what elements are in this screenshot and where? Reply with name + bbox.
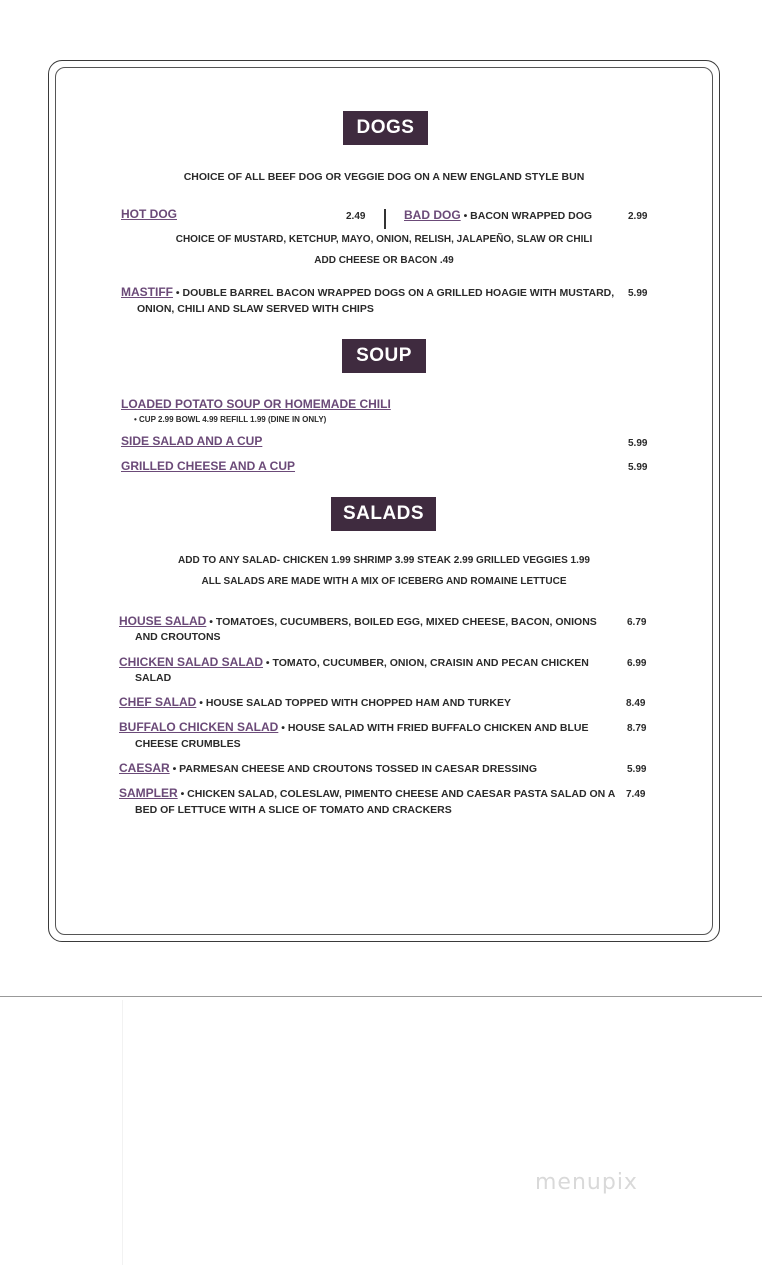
salad-price: 8.49: [626, 698, 646, 709]
bad-dog-item: [404, 208, 592, 222]
salad-item-chicken-salad: [119, 655, 589, 669]
mastiff-price: 5.99: [628, 288, 648, 299]
dog-addon: ADD CHEESE OR BACON .49: [314, 255, 454, 266]
salad-desc: • TOMATO, CUCUMBER, ONION, CRAISIN AND PECAN CHICKEN: [263, 657, 589, 669]
grilled-cheese-cup-price: 5.99: [628, 462, 648, 473]
dogs-intro: CHOICE OF ALL BEEF DOG OR VEGGIE DOG ON A NEW ENGLAND STYLE BUN: [183, 171, 585, 183]
bad-dog-price: 2.99: [628, 211, 648, 222]
menupix-watermark: menupix: [535, 1170, 638, 1195]
grilled-cheese-cup-name: GRILLED CHEESE AND A CUP: [121, 459, 296, 473]
salads-heading: SALADS: [331, 497, 436, 531]
salad-price: 6.99: [627, 658, 647, 669]
salad-name: HOUSE SALAD: [119, 614, 207, 628]
salads-addon: ADD TO ANY SALAD- CHICKEN 1.99 SHRIMP 3.99 STEAK 2.99 GRILLED VEGGIES 1.99: [178, 555, 590, 566]
salad-name: CAESAR: [119, 761, 170, 775]
salad-item-house: [119, 614, 597, 628]
hot-dog-name: HOT DOG: [121, 207, 177, 221]
salad-desc-line-2: CHEESE CRUMBLES: [135, 738, 241, 750]
divider-bar: [384, 209, 386, 229]
salad-name: SAMPLER: [119, 786, 178, 800]
salad-desc-line-2: BED OF LETTUCE WITH A SLICE OF TOMATO AND CRACKERS: [135, 804, 452, 816]
mastiff-item: [121, 285, 614, 299]
loaded-potato-name: LOADED POTATO SOUP OR HOMEMADE CHILI: [121, 397, 391, 411]
loaded-potato-item: [121, 397, 391, 411]
salads-note: ALL SALADS ARE MADE WITH A MIX OF ICEBERG AND ROMAINE LETTUCE: [201, 576, 567, 587]
salad-desc: • PARMESAN CHEESE AND CROUTONS TOSSED IN CAESAR DRESSING: [169, 763, 538, 775]
mastiff-desc-1: • DOUBLE BARREL BACON WRAPPED DOGS ON A GRILLED HOAGIE WITH MUSTARD,: [173, 287, 615, 299]
salad-item-sampler: [119, 786, 615, 800]
salad-desc-line-2: AND CROUTONS: [135, 631, 221, 643]
salad-desc: • CHICKEN SALAD, COLESLAW, PIMENTO CHEESE AND CAESAR PASTA SALAD ON A: [177, 788, 616, 800]
salad-desc-line-2: SALAD: [135, 672, 172, 684]
salad-item-caesar: [119, 761, 537, 775]
bad-dog-name: BAD DOG: [404, 208, 461, 222]
salad-desc: • TOMATOES, CUCUMBERS, BOILED EGG, MIXED CHEESE, BACON, ONIONS: [206, 616, 597, 628]
salad-name: CHICKEN SALAD SALAD: [119, 655, 263, 669]
salad-desc: • HOUSE SALAD WITH FRIED BUFFALO CHICKEN AND BLUE: [278, 722, 589, 734]
side-salad-cup-name: SIDE SALAD AND A CUP: [121, 434, 263, 448]
hot-dog-price: 2.49: [346, 211, 366, 222]
salad-name: BUFFALO CHICKEN SALAD: [119, 720, 279, 734]
salad-price: 7.49: [626, 789, 646, 800]
loaded-potato-note: • CUP 2.99 BOWL 4.99 REFILL 1.99 (DINE IN ONLY): [134, 415, 327, 424]
side-salad-cup-item: [121, 434, 262, 448]
bad-dog-desc: • BACON WRAPPED DOG: [460, 210, 593, 222]
salad-price: 8.79: [627, 723, 647, 734]
dogs-heading: DOGS: [343, 111, 428, 145]
hot-dog-item: [121, 207, 177, 221]
mastiff-name: MASTIFF: [121, 285, 173, 299]
dog-toppings: CHOICE OF MUSTARD, KETCHUP, MAYO, ONION, RELISH, JALAPEÑO, SLAW OR CHILI: [175, 234, 593, 245]
side-salad-cup-price: 5.99: [628, 438, 648, 449]
salad-price: 5.99: [627, 764, 647, 775]
salad-price: 6.79: [627, 617, 647, 628]
page-bottom-rule: [0, 996, 762, 997]
salad-name: CHEF SALAD: [119, 695, 197, 709]
salad-item-buffalo: [119, 720, 588, 734]
grilled-cheese-cup-item: [121, 459, 295, 473]
mastiff-desc-2: ONION, CHILI AND SLAW SERVED WITH CHIPS: [137, 303, 374, 315]
salad-item-chef: [119, 695, 511, 709]
salad-desc: • HOUSE SALAD TOPPED WITH CHOPPED HAM AND TURKEY: [196, 697, 511, 709]
soup-heading: SOUP: [342, 339, 426, 373]
scan-artifact-line: [122, 1000, 123, 1265]
